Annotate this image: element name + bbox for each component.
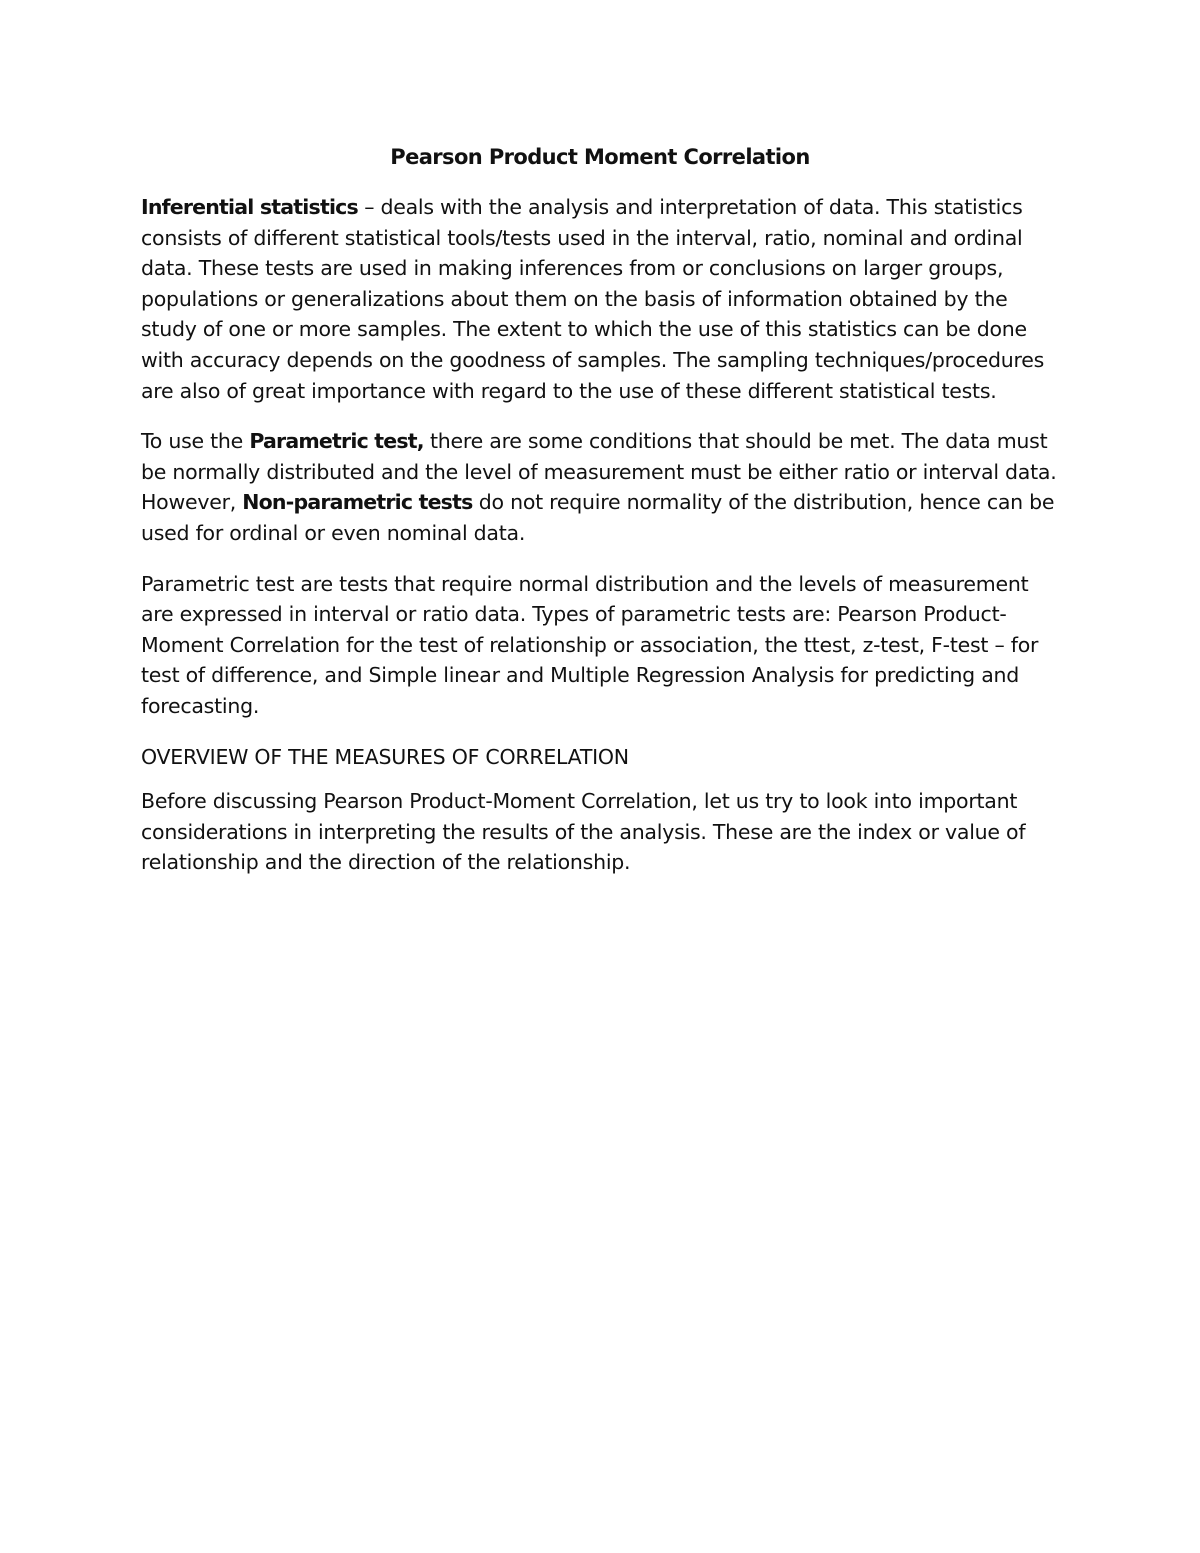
paragraph-text: To use the (141, 429, 250, 454)
paragraph-overview: Before discussing Pearson Product-Moment Correlation, let us try to look into important considerations in interpreting the results of the analysis. These are the index or value of relationship and the direction of the relationship. (141, 789, 1026, 875)
paragraph-text: – deals with the analysis and interpretation of data. This statistics consists of different statistical tools/tests used in the interval, ratio, nominal and ordinal data. These tests are used in making inferences from or conclusions on larger groups, populations or generalizations about them on the basis of information obtained by the study of one or more samples. The extent to which the use of this statistics can be done with accuracy depends on the goodness of samples. The sampling techniques/procedures are also of great importance with regard to the use of these different statistical tests. (141, 195, 1045, 403)
paragraph-inferential-statistics (141, 192, 1059, 406)
term-non-parametric-tests: Non-parametric tests (242, 490, 473, 515)
term-inferential-statistics: Inferential statistics (141, 195, 358, 219)
paragraph-text: there are some conditions that should be met. The data must be normally distributed and the level of measurement must be either ratio or interval data. However, (141, 429, 1057, 515)
document-body (141, 142, 1059, 898)
section-heading-overview: OVERVIEW OF THE MEASURES OF CORRELATION (141, 744, 629, 769)
paragraph-types-of-parametric-tests: Parametric test are tests that require normal distribution and the levels of measurement are expressed in interval or ratio data. Types of parametric tests are: Pearson Product-Moment Correlation for the test of relationship or association, the ttest, z-test, F-test – for test of difference, and Simple linear and Multiple Regression Analysis for predicting and forecasting. (141, 571, 1039, 718)
paragraph-text: do not require normality of the distribution, hence can be used for ordinal or even nominal data. (141, 490, 1055, 545)
document-title: Pearson Product Moment Correlation (390, 145, 810, 169)
term-parametric-test: Parametric test, (249, 429, 424, 454)
paragraph-parametric-test (141, 426, 1059, 548)
